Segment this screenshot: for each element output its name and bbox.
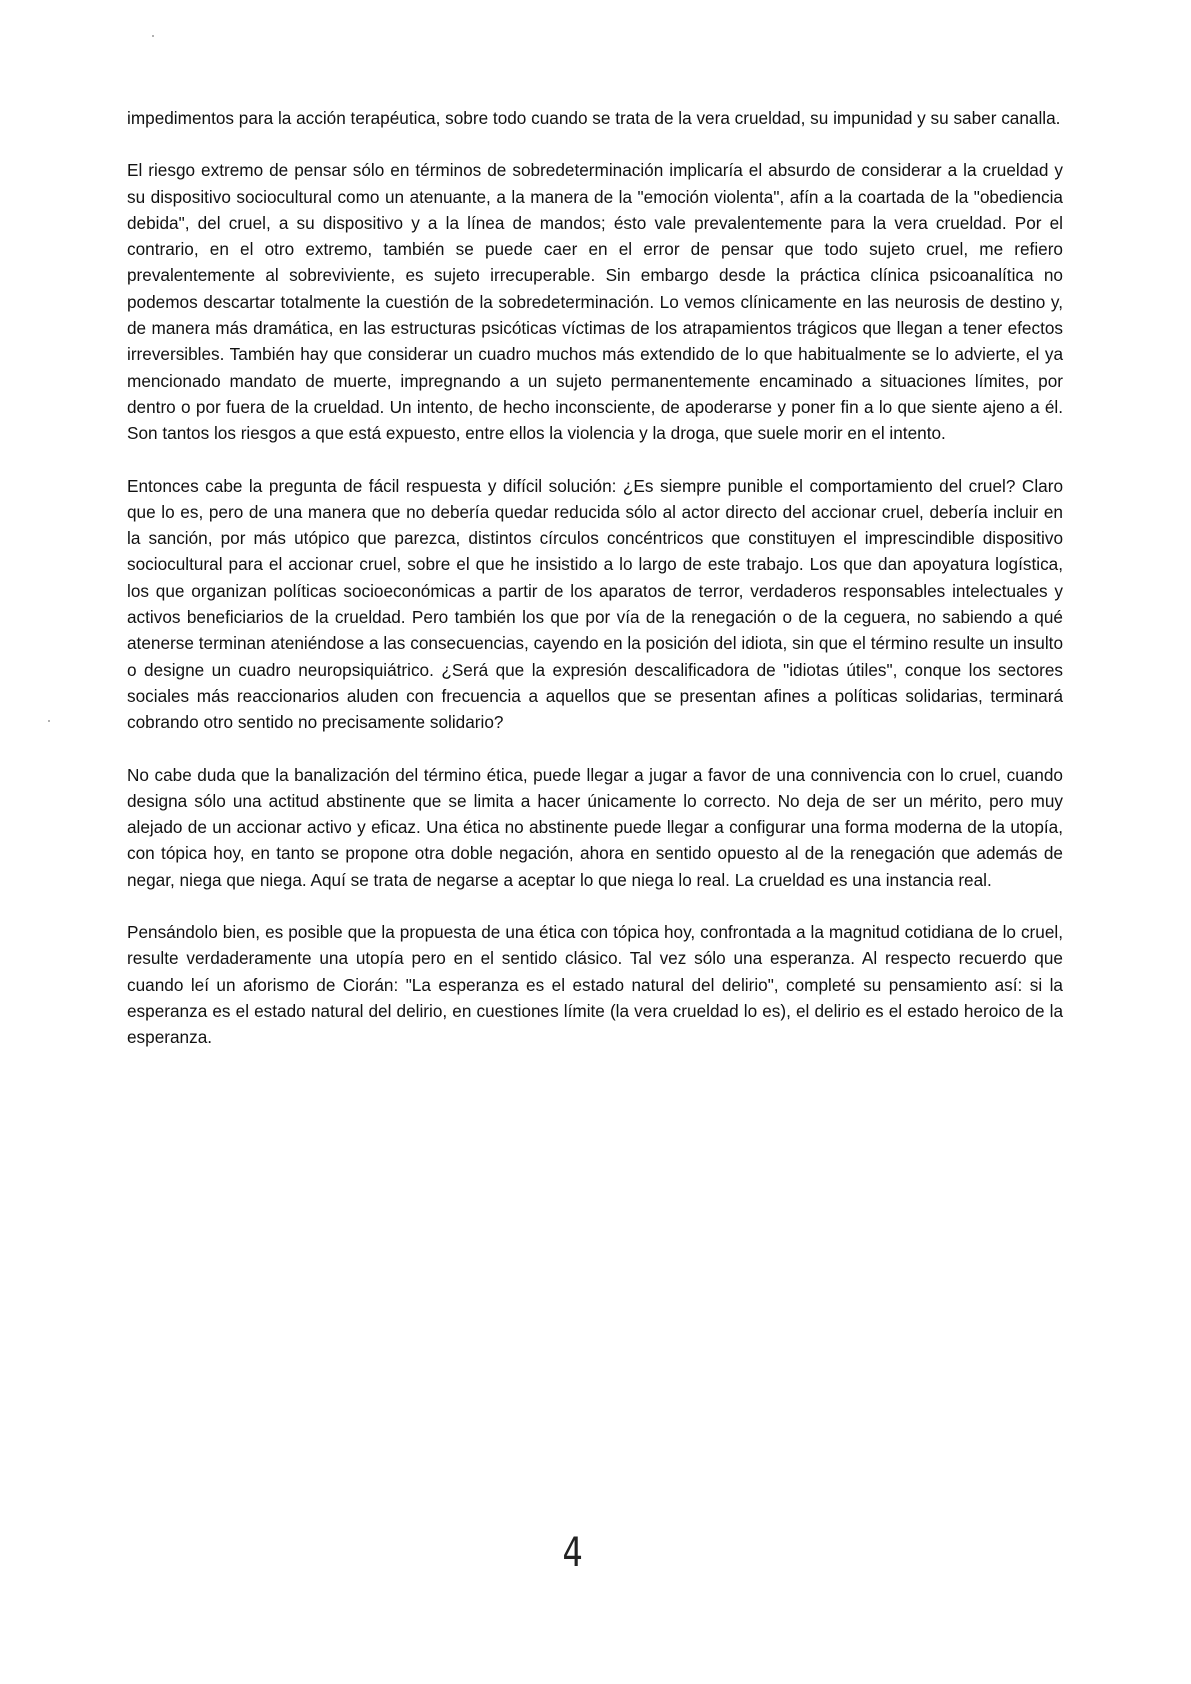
document-body	[127, 105, 1063, 1077]
scan-speck	[152, 35, 154, 37]
paragraph-5: Pensándolo bien, es posible que la propuesta de una ética con tópica hoy, confrontada a la magnitud cotidiana de lo cruel, resulte verdaderamente una utopía pero en el sentido clásico. Tal vez sólo una esperanza. Al respecto recuerdo que cuando leí un aforismo de Ciorán: "La esperanza es el estado natural del delirio", completé su pensamiento así: si la esperanza es el estado natural del delirio, en cuestiones límite (la vera crueldad lo es), el delirio es el estado heroico de la esperanza.	[127, 922, 1063, 1048]
page-number: 4	[562, 1530, 583, 1576]
scan-speck	[48, 720, 50, 722]
paragraph-2: El riesgo extremo de pensar sólo en términos de sobredeterminación implicaría el absurdo de considerar a la crueldad y su dispositivo sociocultural como un atenuante, a la manera de la "emoción violenta", afín a la coartada de la "obediencia debida", del cruel, a su dispositivo y a la línea de mandos; ésto vale prevalentemente para la vera crueldad. Por el contrario, en el otro extremo, también se puede caer en el error de pensar que todo sujeto cruel, me refiero prevalentemente al sobreviviente, es sujeto irrecuperable. Sin embargo desde la práctica clínica psicoanalítica no podemos descartar totalmente la cuestión de la sobredeterminación. Lo vemos clínicamente en las neurosis de destino y, de manera más dramática, en las estructuras psicóticas víctimas de los atrapamientos trágicos que llegan a tener efectos irreversibles. También hay que considerar un cuadro muchos más extendido de lo que habitualmente se lo advierte, el ya mencionado mandato de muerte, impregnando a un sujeto permanentemente encaminado a situaciones límites, por dentro o por fuera de la crueldad. Un intento, de hecho inconsciente, de apoderarse y poner fin a lo que siente ajeno a él. Son tantos los riesgos a que está expuesto, entre ellos la violencia y la droga, que suele morir en el intento.	[127, 160, 1063, 444]
paragraph-3: Entonces cabe la pregunta de fácil respuesta y difícil solución: ¿Es siempre punible el comportamiento del cruel? Claro que lo es, pero de una manera que no debería quedar reducida sólo al actor directo del accionar cruel, debería incluir en la sanción, por más utópico que parezca, distintos círculos concéntricos que constituyen el imprescindible dispositivo sociocultural para el accionar cruel, sobre el que he insistido a lo largo de este trabajo. Los que dan apoyatura logística, los que organizan políticas socioeconómicas a partir de los aparatos de terror, verdaderos responsables intelectuales y activos beneficiarios de la crueldad. Pero también los que por vía de la renegación o de la ceguera, no sabiendo a qué atenerse terminan ateniéndose a las consecuencias, cayendo en la posición del idiota, sin que el término resulte un insulto o designe un cuadro neuropsiquiátrico. ¿Será que la expresión descalificadora de "idiotas útiles", conque los sectores sociales más reaccionarios aluden con frecuencia a aquellos que se presentan afines a políticas solidarias, terminará cobrando otro sentido no precisamente solidario?	[127, 475, 1063, 733]
paragraph-1: impedimentos para la acción terapéutica, sobre todo cuando se trata de la vera crueldad, su impunidad y su saber canalla.	[127, 108, 1061, 128]
paragraph-4: No cabe duda que la banalización del término ética, puede llegar a jugar a favor de una connivencia con lo cruel, cuando designa sólo una actitud abstinente que se limita a hacer únicamente lo correcto. No deja de ser un mérito, pero muy alejado de un accionar activo y eficaz. Una ética no abstinente puede llegar a configurar una forma moderna de la utopía, con tópica hoy, en tanto se propone otra doble negación, ahora en sentido opuesto al de la renegación que además de negar, niega que niega. Aquí se trata de negarse a aceptar lo que niega lo real. La crueldad es una instancia real.	[127, 764, 1063, 890]
